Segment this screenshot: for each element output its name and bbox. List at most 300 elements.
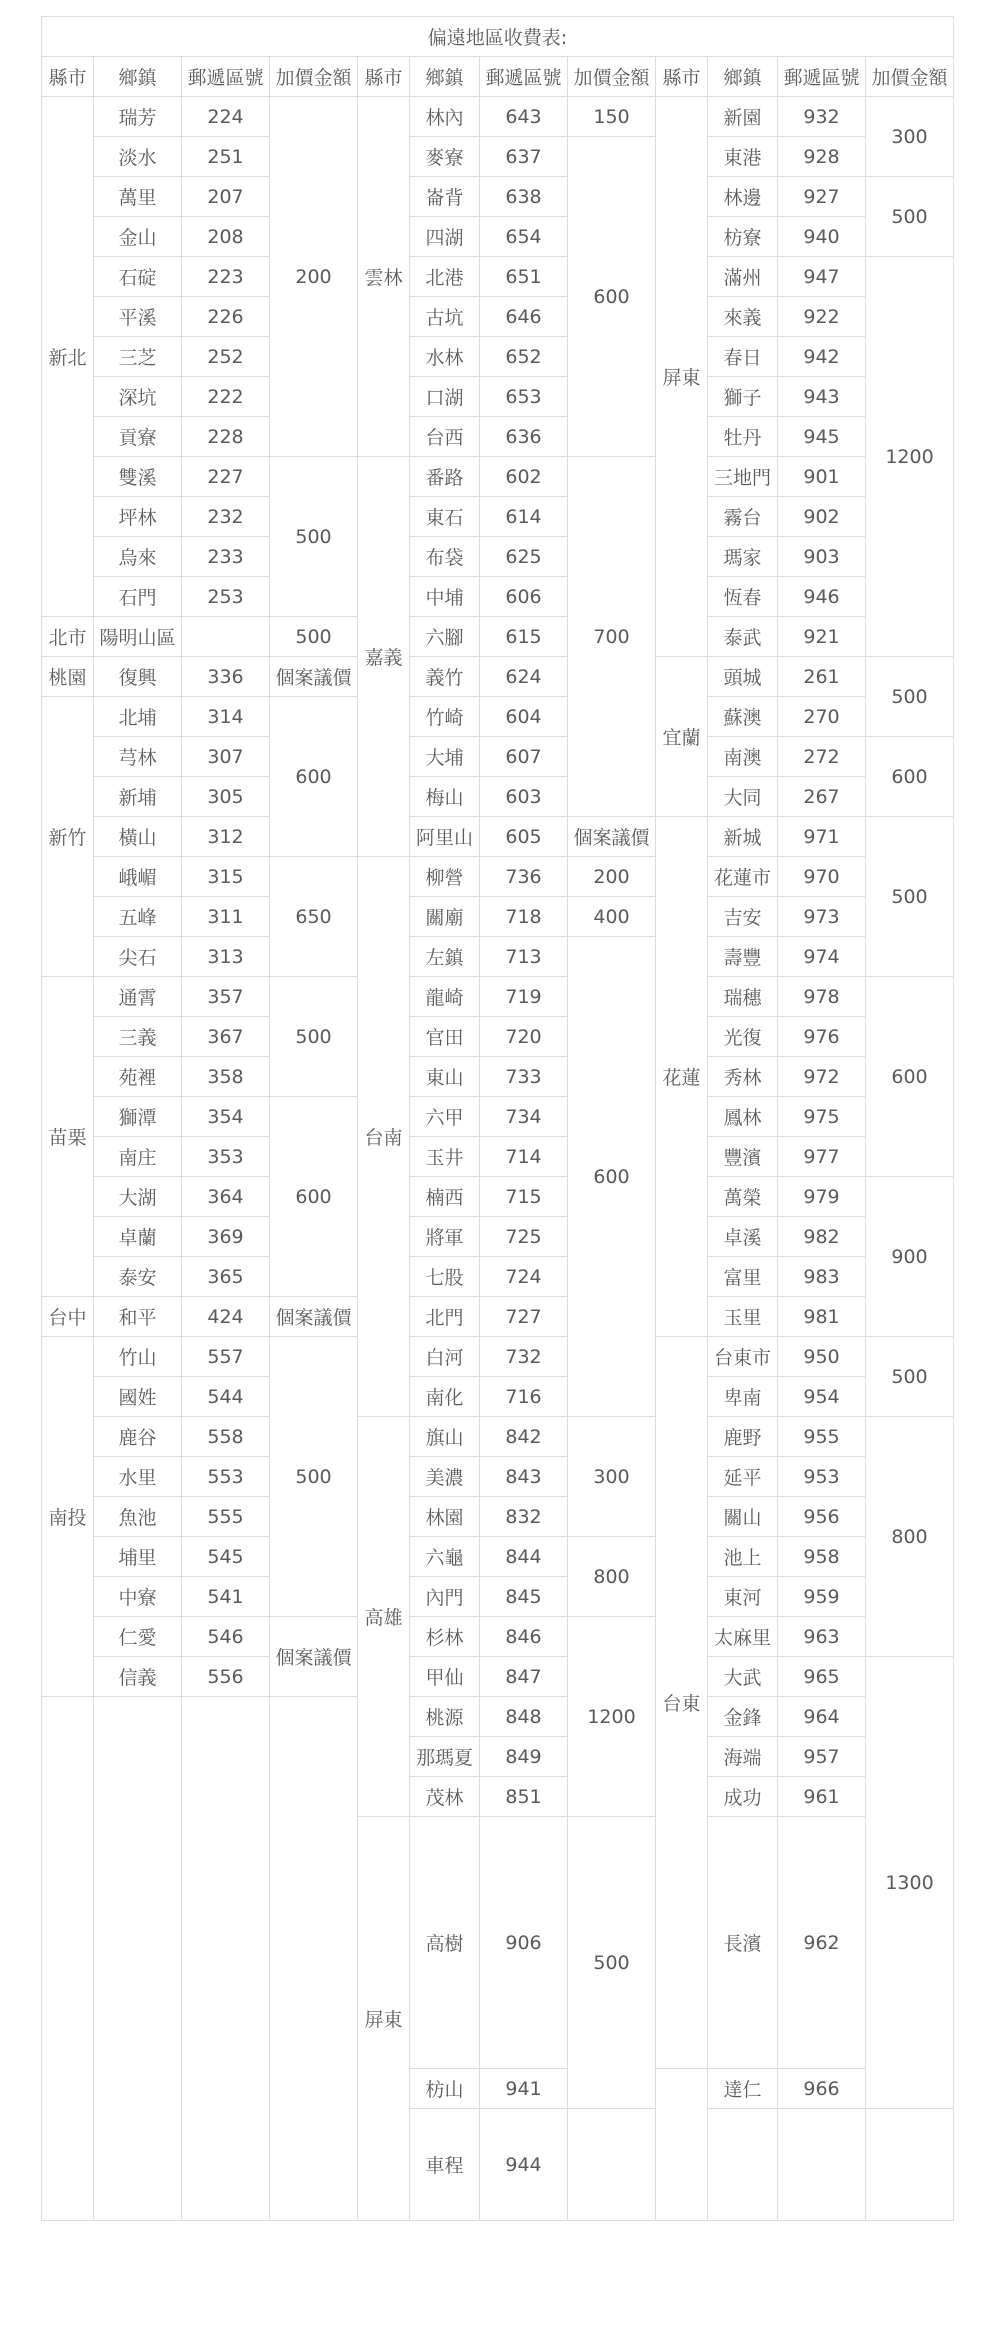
town-cell: 豐濱 bbox=[708, 1137, 778, 1177]
town-cell: 竹山 bbox=[94, 1337, 182, 1377]
zip-cell: 720 bbox=[480, 1017, 568, 1057]
fee-cell: 400 bbox=[568, 897, 656, 937]
town-cell: 杉林 bbox=[410, 1617, 480, 1657]
town-cell: 蘇澳 bbox=[708, 697, 778, 737]
county-cell: 台東 bbox=[656, 1337, 708, 2069]
town-cell: 旗山 bbox=[410, 1417, 480, 1457]
town-cell: 茂林 bbox=[410, 1777, 480, 1817]
town-cell: 泰安 bbox=[94, 1257, 182, 1297]
zip-cell: 365 bbox=[182, 1257, 270, 1297]
zip-cell: 832 bbox=[480, 1497, 568, 1537]
table-row bbox=[42, 297, 954, 337]
zip-cell: 978 bbox=[778, 977, 866, 1017]
table-row bbox=[42, 177, 954, 217]
town-cell: 瑞穗 bbox=[708, 977, 778, 1017]
zip-cell: 956 bbox=[778, 1497, 866, 1537]
zip-cell: 253 bbox=[182, 577, 270, 617]
town-cell: 三地門 bbox=[708, 457, 778, 497]
table-row bbox=[42, 777, 954, 817]
fee-cell: 300 bbox=[568, 1417, 656, 1537]
zip-cell: 311 bbox=[182, 897, 270, 937]
town-cell: 台西 bbox=[410, 417, 480, 457]
town-cell: 南澳 bbox=[708, 737, 778, 777]
zip-cell: 315 bbox=[182, 857, 270, 897]
town-cell: 淡水 bbox=[94, 137, 182, 177]
town-cell: 六龜 bbox=[410, 1537, 480, 1577]
town-cell: 獅子 bbox=[708, 377, 778, 417]
town-cell: 長濱 bbox=[708, 1817, 778, 2069]
zip-cell: 424 bbox=[182, 1297, 270, 1337]
town-cell: 海端 bbox=[708, 1737, 778, 1777]
zip-cell: 369 bbox=[182, 1217, 270, 1257]
zip-cell: 607 bbox=[480, 737, 568, 777]
column-header: 加價金額 bbox=[568, 57, 656, 97]
town-cell: 北門 bbox=[410, 1297, 480, 1337]
empty-cell bbox=[866, 2109, 954, 2221]
zip-cell: 544 bbox=[182, 1377, 270, 1417]
county-cell: 苗栗 bbox=[42, 977, 94, 1297]
zip-cell: 555 bbox=[182, 1497, 270, 1537]
zip-cell: 959 bbox=[778, 1577, 866, 1617]
zip-cell: 224 bbox=[182, 97, 270, 137]
header-row bbox=[42, 57, 954, 97]
zip-cell: 272 bbox=[778, 737, 866, 777]
town-cell: 東石 bbox=[410, 497, 480, 537]
town-cell: 瑞芳 bbox=[94, 97, 182, 137]
town-cell: 將軍 bbox=[410, 1217, 480, 1257]
county-cell: 花蓮 bbox=[656, 817, 708, 1337]
town-cell: 坪林 bbox=[94, 497, 182, 537]
town-cell: 美濃 bbox=[410, 1457, 480, 1497]
town-cell: 七股 bbox=[410, 1257, 480, 1297]
town-cell: 芎林 bbox=[94, 737, 182, 777]
town-cell: 三義 bbox=[94, 1017, 182, 1057]
zip-cell: 614 bbox=[480, 497, 568, 537]
town-cell: 大埔 bbox=[410, 737, 480, 777]
town-cell: 六甲 bbox=[410, 1097, 480, 1137]
county-cell: 台中 bbox=[42, 1297, 94, 1337]
zip-cell: 955 bbox=[778, 1417, 866, 1457]
county-cell: 屏東 bbox=[656, 97, 708, 657]
town-cell: 金鋒 bbox=[708, 1697, 778, 1737]
fee-cell: 1300 bbox=[866, 1657, 954, 2109]
zip-cell: 947 bbox=[778, 257, 866, 297]
town-cell: 花蓮市 bbox=[708, 857, 778, 897]
town-cell: 柳營 bbox=[410, 857, 480, 897]
town-cell: 楠西 bbox=[410, 1177, 480, 1217]
zip-cell: 950 bbox=[778, 1337, 866, 1377]
table-row bbox=[42, 937, 954, 977]
zip-cell: 928 bbox=[778, 137, 866, 177]
fee-cell: 150 bbox=[568, 97, 656, 137]
town-cell: 貢寮 bbox=[94, 417, 182, 457]
zip-cell: 903 bbox=[778, 537, 866, 577]
town-cell: 太麻里 bbox=[708, 1617, 778, 1657]
table-row bbox=[42, 537, 954, 577]
town-cell: 內門 bbox=[410, 1577, 480, 1617]
town-cell: 布袋 bbox=[410, 537, 480, 577]
zip-cell: 714 bbox=[480, 1137, 568, 1177]
zip-cell: 958 bbox=[778, 1537, 866, 1577]
town-cell: 崙背 bbox=[410, 177, 480, 217]
fee-cell: 1200 bbox=[866, 257, 954, 657]
town-cell: 鹿野 bbox=[708, 1417, 778, 1457]
table-row bbox=[42, 217, 954, 257]
town-cell: 玉井 bbox=[410, 1137, 480, 1177]
town-cell: 麥寮 bbox=[410, 137, 480, 177]
zip-cell: 940 bbox=[778, 217, 866, 257]
table-row bbox=[42, 1057, 954, 1097]
zip-cell: 932 bbox=[778, 97, 866, 137]
zip-cell: 228 bbox=[182, 417, 270, 457]
fee-cell: 500 bbox=[270, 617, 358, 657]
county-cell: 嘉義 bbox=[358, 457, 410, 857]
zip-cell: 541 bbox=[182, 1577, 270, 1617]
zip-cell: 727 bbox=[480, 1297, 568, 1337]
zip-cell: 961 bbox=[778, 1777, 866, 1817]
town-cell: 竹崎 bbox=[410, 697, 480, 737]
zip-cell: 846 bbox=[480, 1617, 568, 1657]
town-cell: 古坑 bbox=[410, 297, 480, 337]
table-row bbox=[42, 1217, 954, 1257]
town-cell: 梅山 bbox=[410, 777, 480, 817]
zip-cell: 724 bbox=[480, 1257, 568, 1297]
zip-cell: 651 bbox=[480, 257, 568, 297]
zip-cell: 945 bbox=[778, 417, 866, 457]
table-row bbox=[42, 1257, 954, 1297]
zip-cell: 844 bbox=[480, 1537, 568, 1577]
zip-cell: 943 bbox=[778, 377, 866, 417]
town-cell: 官田 bbox=[410, 1017, 480, 1057]
town-cell: 林內 bbox=[410, 97, 480, 137]
table-row bbox=[42, 337, 954, 377]
table-row bbox=[42, 1457, 954, 1497]
zip-cell: 646 bbox=[480, 297, 568, 337]
town-cell: 東山 bbox=[410, 1057, 480, 1097]
empty-cell bbox=[42, 1697, 94, 2221]
table-row bbox=[42, 1337, 954, 1377]
zip-cell: 973 bbox=[778, 897, 866, 937]
town-cell: 北埔 bbox=[94, 697, 182, 737]
town-cell: 金山 bbox=[94, 217, 182, 257]
zip-cell: 251 bbox=[182, 137, 270, 177]
town-cell: 東港 bbox=[708, 137, 778, 177]
town-cell: 口湖 bbox=[410, 377, 480, 417]
zip-cell: 314 bbox=[182, 697, 270, 737]
town-cell: 通霄 bbox=[94, 977, 182, 1017]
zip-cell: 553 bbox=[182, 1457, 270, 1497]
town-cell: 獅潭 bbox=[94, 1097, 182, 1137]
county-cell: 雲林 bbox=[358, 97, 410, 457]
town-cell: 水里 bbox=[94, 1457, 182, 1497]
zip-cell: 603 bbox=[480, 777, 568, 817]
zip-cell: 979 bbox=[778, 1177, 866, 1217]
column-header: 鄉鎮 bbox=[94, 57, 182, 97]
town-cell: 雙溪 bbox=[94, 457, 182, 497]
town-cell: 恆春 bbox=[708, 577, 778, 617]
zip-cell: 971 bbox=[778, 817, 866, 857]
town-cell: 平溪 bbox=[94, 297, 182, 337]
zip-cell: 353 bbox=[182, 1137, 270, 1177]
town-cell: 卓溪 bbox=[708, 1217, 778, 1257]
zip-cell: 313 bbox=[182, 937, 270, 977]
table-row bbox=[42, 1617, 954, 1657]
zip-cell: 921 bbox=[778, 617, 866, 657]
zip-cell: 976 bbox=[778, 1017, 866, 1057]
table-row bbox=[42, 897, 954, 937]
empty-cell bbox=[270, 1697, 358, 2221]
zip-cell: 312 bbox=[182, 817, 270, 857]
zip-cell: 336 bbox=[182, 657, 270, 697]
zip-cell: 233 bbox=[182, 537, 270, 577]
table-row bbox=[42, 577, 954, 617]
town-cell: 新埔 bbox=[94, 777, 182, 817]
zip-cell: 604 bbox=[480, 697, 568, 737]
zip-cell: 643 bbox=[480, 97, 568, 137]
town-cell: 鹿谷 bbox=[94, 1417, 182, 1457]
zip-cell: 226 bbox=[182, 297, 270, 337]
town-cell: 大武 bbox=[708, 1657, 778, 1697]
zip-cell: 966 bbox=[778, 2069, 866, 2109]
table-row bbox=[42, 1577, 954, 1617]
fee-cell: 個案議價 bbox=[568, 817, 656, 857]
town-cell: 萬榮 bbox=[708, 1177, 778, 1217]
table-row bbox=[42, 1497, 954, 1537]
town-cell: 關山 bbox=[708, 1497, 778, 1537]
zip-cell: 546 bbox=[182, 1617, 270, 1657]
town-cell: 五峰 bbox=[94, 897, 182, 937]
zip-cell: 733 bbox=[480, 1057, 568, 1097]
fee-cell: 900 bbox=[866, 1177, 954, 1337]
fee-cell: 500 bbox=[866, 657, 954, 737]
town-cell: 義竹 bbox=[410, 657, 480, 697]
town-cell: 高樹 bbox=[410, 1817, 480, 2069]
table-row bbox=[42, 1417, 954, 1457]
fee-cell: 600 bbox=[568, 137, 656, 457]
zip-cell: 557 bbox=[182, 1337, 270, 1377]
column-header: 縣市 bbox=[358, 57, 410, 97]
table-row bbox=[42, 1137, 954, 1177]
table-title: 偏遠地區收費表: bbox=[42, 17, 954, 57]
town-cell: 峨嵋 bbox=[94, 857, 182, 897]
town-cell: 魚池 bbox=[94, 1497, 182, 1537]
zip-cell: 364 bbox=[182, 1177, 270, 1217]
zip-cell: 358 bbox=[182, 1057, 270, 1097]
town-cell: 石碇 bbox=[94, 257, 182, 297]
zip-cell: 922 bbox=[778, 297, 866, 337]
zip-cell: 605 bbox=[480, 817, 568, 857]
table-row bbox=[42, 1177, 954, 1217]
town-cell: 林邊 bbox=[708, 177, 778, 217]
zip-cell: 354 bbox=[182, 1097, 270, 1137]
zip-cell: 944 bbox=[480, 2109, 568, 2221]
town-cell: 埔里 bbox=[94, 1537, 182, 1577]
town-cell: 橫山 bbox=[94, 817, 182, 857]
town-cell: 南化 bbox=[410, 1377, 480, 1417]
table-row bbox=[42, 497, 954, 537]
town-cell: 苑裡 bbox=[94, 1057, 182, 1097]
table-row bbox=[42, 657, 954, 697]
town-cell: 泰武 bbox=[708, 617, 778, 657]
town-cell: 尖石 bbox=[94, 937, 182, 977]
zip-cell: 977 bbox=[778, 1137, 866, 1177]
empty-cell bbox=[182, 1697, 270, 2221]
zip-cell: 615 bbox=[480, 617, 568, 657]
town-cell: 三芝 bbox=[94, 337, 182, 377]
town-cell: 復興 bbox=[94, 657, 182, 697]
fee-cell: 500 bbox=[866, 1337, 954, 1417]
zip-cell: 982 bbox=[778, 1217, 866, 1257]
table-row bbox=[42, 1097, 954, 1137]
fee-cell: 800 bbox=[568, 1537, 656, 1617]
table-row bbox=[42, 737, 954, 777]
table-row bbox=[42, 617, 954, 657]
town-cell: 成功 bbox=[708, 1777, 778, 1817]
fee-cell: 1200 bbox=[568, 1617, 656, 1817]
town-cell: 和平 bbox=[94, 1297, 182, 1337]
zip-cell: 556 bbox=[182, 1657, 270, 1697]
county-cell: 屏東 bbox=[358, 1817, 410, 2221]
town-cell: 萬里 bbox=[94, 177, 182, 217]
column-header: 郵遞區號 bbox=[480, 57, 568, 97]
town-cell: 卓蘭 bbox=[94, 1217, 182, 1257]
zip-cell: 227 bbox=[182, 457, 270, 497]
town-cell: 陽明山區 bbox=[94, 617, 182, 657]
table-row bbox=[42, 1377, 954, 1417]
table-row bbox=[42, 1697, 954, 1737]
town-cell: 石門 bbox=[94, 577, 182, 617]
town-cell: 吉安 bbox=[708, 897, 778, 937]
town-cell: 信義 bbox=[94, 1657, 182, 1697]
zip-cell: 901 bbox=[778, 457, 866, 497]
county-cell: 高雄 bbox=[358, 1417, 410, 1817]
zip-cell: 963 bbox=[778, 1617, 866, 1657]
zip-cell: 357 bbox=[182, 977, 270, 1017]
zip-cell: 964 bbox=[778, 1697, 866, 1737]
town-cell: 光復 bbox=[708, 1017, 778, 1057]
town-cell: 枋寮 bbox=[708, 217, 778, 257]
county-cell: 宜蘭 bbox=[656, 657, 708, 817]
zip-cell: 602 bbox=[480, 457, 568, 497]
zip-cell: 953 bbox=[778, 1457, 866, 1497]
town-cell: 牡丹 bbox=[708, 417, 778, 457]
zip-cell: 962 bbox=[778, 1817, 866, 2069]
fee-cell: 個案議價 bbox=[270, 1297, 358, 1337]
empty-cell bbox=[568, 2109, 656, 2221]
town-cell: 達仁 bbox=[708, 2069, 778, 2109]
town-cell: 關廟 bbox=[410, 897, 480, 937]
table-row bbox=[42, 377, 954, 417]
zip-cell: 716 bbox=[480, 1377, 568, 1417]
zip-cell: 849 bbox=[480, 1737, 568, 1777]
zip-cell: 974 bbox=[778, 937, 866, 977]
county-cell: 南投 bbox=[42, 1337, 94, 1697]
zip-cell: 902 bbox=[778, 497, 866, 537]
town-cell: 四湖 bbox=[410, 217, 480, 257]
zip-cell: 270 bbox=[778, 697, 866, 737]
town-cell: 深坑 bbox=[94, 377, 182, 417]
zip-cell: 261 bbox=[778, 657, 866, 697]
fee-cell: 500 bbox=[866, 817, 954, 977]
town-cell: 頭城 bbox=[708, 657, 778, 697]
town-cell: 白河 bbox=[410, 1337, 480, 1377]
town-cell: 延平 bbox=[708, 1457, 778, 1497]
zip-cell: 207 bbox=[182, 177, 270, 217]
zip-cell: 652 bbox=[480, 337, 568, 377]
zip-cell: 848 bbox=[480, 1697, 568, 1737]
fee-cell: 800 bbox=[866, 1417, 954, 1657]
zip-cell: 208 bbox=[182, 217, 270, 257]
zip-cell: 307 bbox=[182, 737, 270, 777]
table-row bbox=[42, 257, 954, 297]
zip-cell: 636 bbox=[480, 417, 568, 457]
zip-cell: 970 bbox=[778, 857, 866, 897]
fee-cell: 600 bbox=[568, 937, 656, 1417]
zip-cell: 946 bbox=[778, 577, 866, 617]
zip-cell: 232 bbox=[182, 497, 270, 537]
zip-cell: 983 bbox=[778, 1257, 866, 1297]
fee-cell: 500 bbox=[270, 1337, 358, 1617]
table-row bbox=[42, 417, 954, 457]
town-cell: 大同 bbox=[708, 777, 778, 817]
town-cell: 富里 bbox=[708, 1257, 778, 1297]
zip-cell: 719 bbox=[480, 977, 568, 1017]
fee-cell: 200 bbox=[568, 857, 656, 897]
fee-cell: 500 bbox=[568, 1817, 656, 2109]
town-cell: 來義 bbox=[708, 297, 778, 337]
fee-cell: 個案議價 bbox=[270, 657, 358, 697]
zip-cell: 305 bbox=[182, 777, 270, 817]
zip-cell: 252 bbox=[182, 337, 270, 377]
fee-cell: 700 bbox=[568, 457, 656, 817]
fee-cell: 300 bbox=[866, 97, 954, 177]
county-cell: 北市 bbox=[42, 617, 94, 657]
town-cell: 玉里 bbox=[708, 1297, 778, 1337]
column-header: 縣市 bbox=[656, 57, 708, 97]
zip-cell: 981 bbox=[778, 1297, 866, 1337]
town-cell: 水林 bbox=[410, 337, 480, 377]
zip-cell: 906 bbox=[480, 1817, 568, 2069]
fee-cell: 個案議價 bbox=[270, 1617, 358, 1697]
town-cell: 六腳 bbox=[410, 617, 480, 657]
zip-cell: 734 bbox=[480, 1097, 568, 1137]
town-cell: 北港 bbox=[410, 257, 480, 297]
fee-cell: 500 bbox=[270, 977, 358, 1097]
county-cell: 新竹 bbox=[42, 697, 94, 977]
county-cell: 桃園 bbox=[42, 657, 94, 697]
zip-cell: 842 bbox=[480, 1417, 568, 1457]
zip-cell: 941 bbox=[480, 2069, 568, 2109]
fee-cell: 600 bbox=[866, 977, 954, 1177]
zip-cell: 845 bbox=[480, 1577, 568, 1617]
zip-cell: 606 bbox=[480, 577, 568, 617]
town-cell: 秀林 bbox=[708, 1057, 778, 1097]
zip-cell: 847 bbox=[480, 1657, 568, 1697]
town-cell: 國姓 bbox=[94, 1377, 182, 1417]
town-cell: 大湖 bbox=[94, 1177, 182, 1217]
column-header: 鄉鎮 bbox=[410, 57, 480, 97]
fee-cell: 650 bbox=[270, 857, 358, 977]
town-cell: 霧台 bbox=[708, 497, 778, 537]
town-cell: 東河 bbox=[708, 1577, 778, 1617]
fee-cell: 600 bbox=[866, 737, 954, 817]
empty-cell bbox=[656, 2069, 708, 2221]
zip-cell: 957 bbox=[778, 1737, 866, 1777]
column-header: 加價金額 bbox=[270, 57, 358, 97]
town-cell: 番路 bbox=[410, 457, 480, 497]
empty-cell bbox=[94, 1697, 182, 2221]
town-cell: 春日 bbox=[708, 337, 778, 377]
